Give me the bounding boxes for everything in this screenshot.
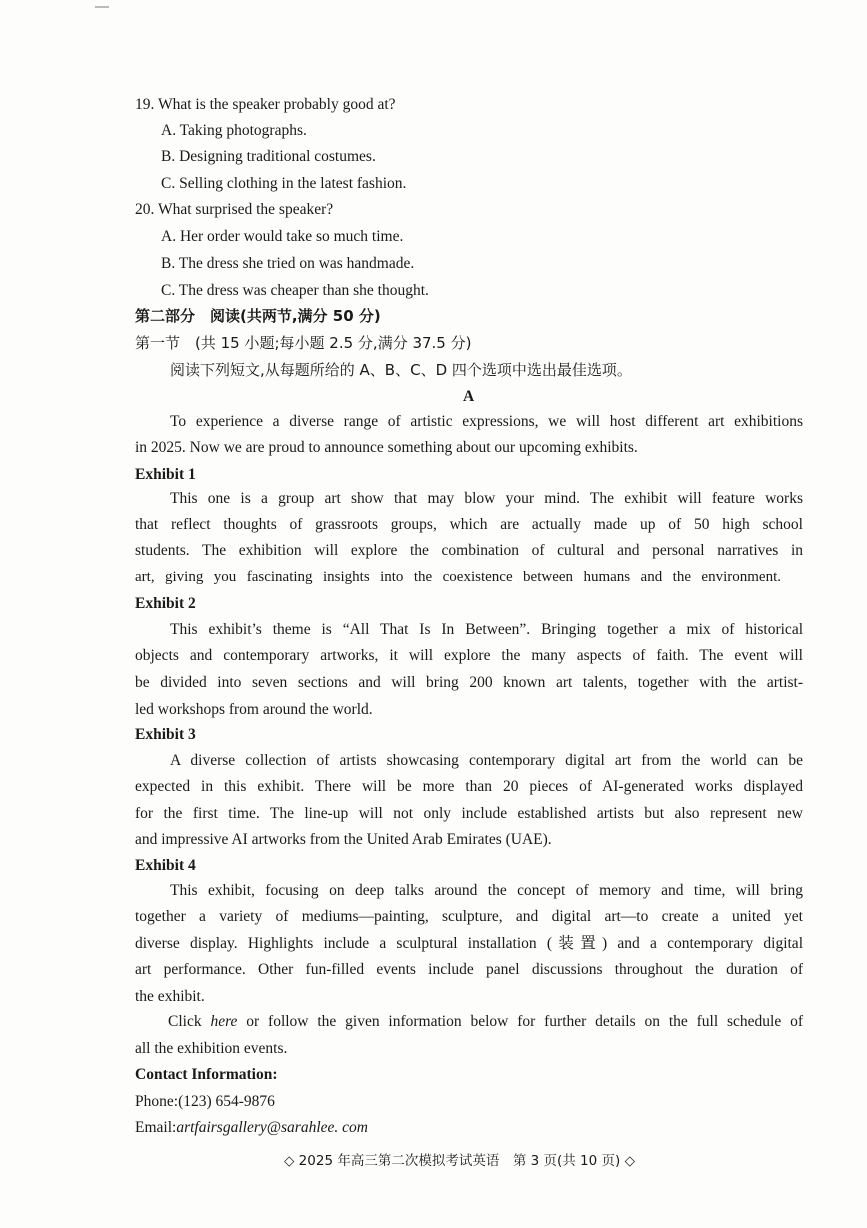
exhibit-3-line: expected in this exhibit. There will be more than 20 pieces of AI-generated works displayed <box>135 778 803 795</box>
exhibit-4-line: This exhibit, focusing on deep talks around the concept of memory and time, will bring <box>170 882 803 899</box>
exhibit-2-line: be divided into seven sections and will bring 200 known art talents, together with the artist- <box>135 674 803 691</box>
exhibit-4-line: together a variety of mediums—painting, sculpture, and digital art—to create a united yet <box>135 908 803 925</box>
exhibit-3-line: A diverse collection of artists showcasing contemporary digital art from the world can be <box>170 752 803 769</box>
closing-text-after: or follow the given information below for further details on the full schedule of <box>237 1013 803 1030</box>
exhibit-1-heading: Exhibit 1 <box>135 466 196 483</box>
exhibit-4-heading: Exhibit 4 <box>135 857 196 874</box>
reading-instruction: 阅读下列短文,从每题所给的 A、B、C、D 四个选项中选出最佳选项。 <box>170 361 632 379</box>
email-line <box>135 1118 368 1138</box>
section1-title: 第一节 (共 15 小题;每小题 2.5 分,满分 37.5 分) <box>135 334 472 352</box>
page-footer: ◇ 2025 年高三第二次模拟考试英语 第 3 页(共 10 页) ◇ <box>284 1153 635 1169</box>
question-19-stem: 19. What is the speaker probably good at? <box>135 96 396 113</box>
question-20-option-b: B. The dress she tried on was handmade. <box>161 255 415 272</box>
part2-title: 第二部分 阅读(共两节,满分 50 分) <box>135 307 381 325</box>
exhibit-4-line: diverse display. Highlights include a sculptural installation (装置) and a contemporary digital <box>135 935 803 952</box>
exhibit-4-line: art performance. Other fun-filled events include panel discussions throughout the duration of <box>135 961 803 978</box>
exhibit-2-heading: Exhibit 2 <box>135 595 196 612</box>
exhibit-2-line: objects and contemporary artworks, it will explore the many aspects of faith. The event will <box>135 647 803 664</box>
exhibit-3-line: and impressive AI artworks from the United Arab Emirates (UAE). <box>135 831 552 848</box>
closing-line-2: all the exhibition events. <box>135 1040 288 1057</box>
closing-line-1 <box>168 1012 803 1032</box>
closing-text-before: Click <box>168 1013 211 1030</box>
exhibit-1-line: This one is a group art show that may blow your mind. The exhibit will feature works <box>170 490 803 507</box>
exhibit-3-line: for the first time. The line-up will not only include established artists but also represent new <box>135 805 803 822</box>
question-19-option-b: B. Designing traditional costumes. <box>161 148 376 165</box>
contact-heading: Contact Information: <box>135 1066 278 1083</box>
exhibit-2-line: This exhibit’s theme is “All That Is In Between”. Bringing together a mix of historical <box>170 621 803 638</box>
scan-mark <box>95 6 109 8</box>
phone-line <box>135 1092 275 1112</box>
here-link[interactable]: here <box>210 1013 238 1030</box>
exhibit-1-line: art, giving you fascinating insights into the coexistence between humans and the environment. <box>135 569 781 585</box>
exhibit-3-heading: Exhibit 3 <box>135 726 196 743</box>
exhibit-1-line: students. The exhibition will explore the combination of cultural and personal narratives in <box>135 542 803 559</box>
exhibit-2-line: led workshops from around the world. <box>135 701 373 718</box>
exhibit-4-line: the exhibit. <box>135 988 205 1005</box>
email-label: Email: <box>135 1119 177 1136</box>
exhibit-1-line: that reflect thoughts of grassroots groups, which are actually made up of 50 high school <box>135 516 803 533</box>
question-20-option-a: A. Her order would take so much time. <box>161 228 404 245</box>
email-address[interactable]: artfairsgallery@sarahlee. com <box>176 1119 368 1136</box>
question-19-option-a: A. Taking photographs. <box>161 122 307 139</box>
phone-label: Phone: <box>135 1093 179 1110</box>
question-20-option-c: C. The dress was cheaper than she thought. <box>161 282 429 299</box>
intro-line-2: in 2025. Now we are proud to announce something about our upcoming exhibits. <box>135 439 638 456</box>
intro-line-1: To experience a diverse range of artistic expressions, we will host different art exhibitions <box>170 413 803 430</box>
passage-letter: A <box>463 388 475 405</box>
question-19-option-c: C. Selling clothing in the latest fashion. <box>161 175 407 192</box>
question-20-stem: 20. What surprised the speaker? <box>135 201 334 218</box>
phone-number: (123) 654-9876 <box>178 1093 275 1110</box>
